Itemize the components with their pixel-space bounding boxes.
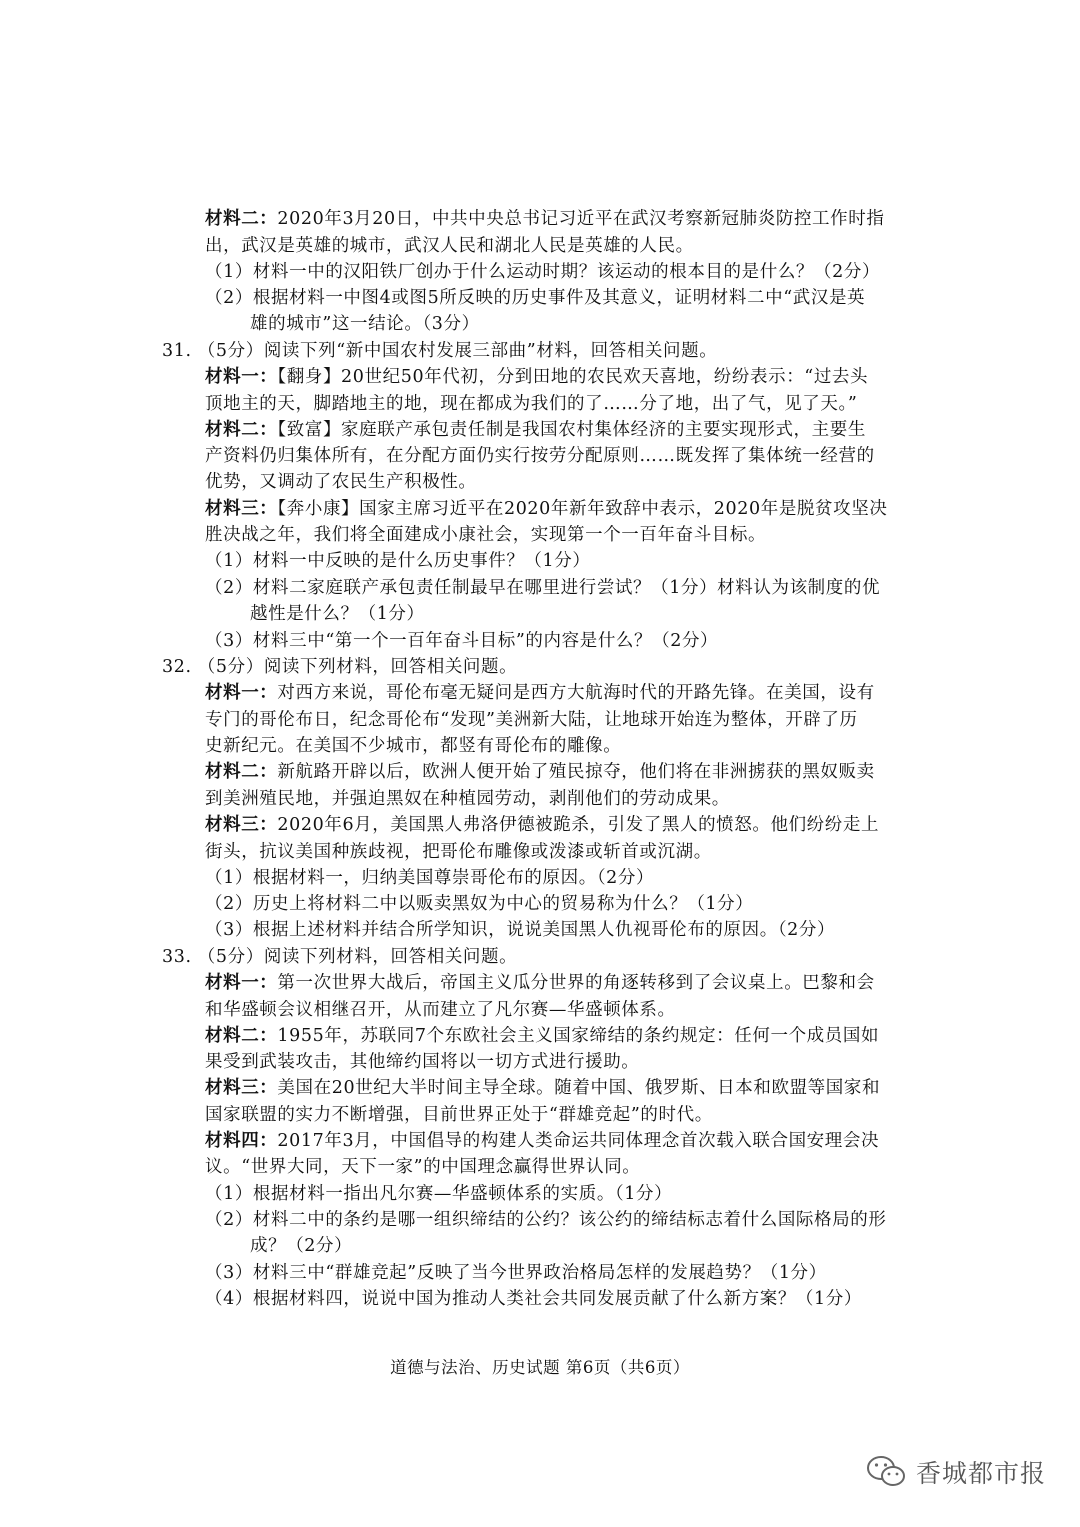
line-text: 果受到武装攻击，其他缔约国将以一切方式进行援助。: [205, 1052, 640, 1072]
line-text: 史新纪元。在美国不少城市，都竖有哥伦布的雕像。: [205, 736, 622, 756]
material-line: [205, 1023, 879, 1049]
material-line: [205, 759, 875, 785]
material-label: 材料二：: [205, 1026, 278, 1046]
material-line: [205, 206, 884, 232]
material-label: 材料一：: [205, 367, 278, 387]
line-text: （3）材料三中“第一个一百年奋斗目标”的内容是什么？（2分）: [205, 631, 719, 651]
material-line: [205, 417, 866, 443]
line-text: 专门的哥伦布日，纪念哥伦布“发现”美洲新大陆，让地球开始连为整体，开辟了历: [205, 710, 858, 730]
line-text: 1955年，苏联同7个东欧社会主义国家缔结的条约规定：任何一个成员国如: [277, 1026, 880, 1046]
material-line: [205, 812, 879, 838]
text-line: [162, 654, 517, 680]
text-line: [205, 1260, 827, 1286]
material-line: [205, 1128, 879, 1154]
line-text: 2020年3月20日，中共中央总书记习近平在武汉考察新冠肺炎防控工作时指: [277, 209, 885, 229]
text-line: [205, 997, 676, 1023]
text-line: [205, 1207, 886, 1233]
text-line: [205, 917, 835, 943]
line-text: 街头，抗议美国种族歧视，把哥伦布雕像或泼漆或斩首或沉湖。: [205, 842, 712, 862]
text-line: [205, 522, 766, 548]
text-line: [205, 707, 858, 733]
line-text: 2020年6月，美国黑人弗洛伊德被跪杀，引发了黑人的愤怒。他们纷纷走上: [277, 815, 880, 835]
text-line: [205, 469, 477, 495]
material-label: 材料二：: [205, 209, 278, 229]
material-line: [205, 970, 875, 996]
material-label: 材料三：: [205, 815, 278, 835]
text-line: [205, 839, 712, 865]
material-label: 材料二：: [205, 420, 278, 440]
line-text: 出，武汉是英雄的城市，武汉人民和湖北人民是英雄的人民。: [205, 236, 694, 256]
text-line: [205, 1286, 862, 1312]
line-text: 33. （5分）阅读下列材料，回答相关问题。: [162, 947, 518, 967]
material-line: [205, 680, 875, 706]
line-text: 顶地主的天，脚踏地主的地，现在都成为我们的了……分了地，出了气，见了天。”: [205, 394, 858, 414]
text-line: [205, 548, 590, 574]
material-label: 材料三：: [205, 1078, 278, 1098]
wechat-icon: [866, 1455, 906, 1489]
line-text: 2017年3月，中国倡导的构建人类命运共同体理念首次载入联合国安理会决: [277, 1131, 880, 1151]
material-label: 材料三：: [205, 499, 278, 519]
line-text: （2）材料二家庭联产承包责任制最早在哪里进行尝试？（1分）材料认为该制度的优: [205, 578, 881, 598]
text-line: [205, 628, 718, 654]
line-text: （1）根据材料一，归纳美国尊崇哥伦布的原因。（2分）: [205, 868, 655, 888]
line-text: 产资料仍归集体所有，在分配方面仍实行按劳分配原则……既发挥了集体统一经营的: [205, 446, 875, 466]
text-line: [205, 733, 621, 759]
line-text: （2）历史上将材料二中以贩卖黑奴为中心的贸易称为什么？（1分）: [205, 894, 754, 914]
text-line: [205, 865, 654, 891]
text-line: [250, 601, 425, 627]
line-text: 第一次世界大战后，帝国主义瓜分世界的角逐转移到了会议桌上。巴黎和会: [277, 973, 875, 993]
line-text: 【致富】家庭联产承包责任制是我国农村集体经济的主要实现形式，主要生: [277, 420, 866, 440]
line-text: （2）根据材料一中图4或图5所反映的历史事件及其意义，证明材料二中“武汉是英: [205, 288, 866, 308]
line-text: 雄的城市”这一结论。（3分）: [250, 314, 480, 334]
material-label: 材料一：: [205, 973, 278, 993]
text-line: [205, 391, 857, 417]
material-label: 材料一：: [205, 683, 278, 703]
line-text: （1）材料一中反映的是什么历史事件？（1分）: [205, 551, 591, 571]
text-line: [205, 891, 753, 917]
material-label: 材料四：: [205, 1131, 278, 1151]
page-footer: 道德与法治、历史试题 第6页（共6页）: [390, 1358, 690, 1377]
line-text: 到美洲殖民地，并强迫黑奴在种植园劳动，剥削他们的劳动成果。: [205, 789, 730, 809]
line-text: 32. （5分）阅读下列材料，回答相关问题。: [162, 657, 518, 677]
text-line: [250, 1233, 352, 1259]
line-text: 议。“世界大同，天下一家”的中国理念赢得世界认同。: [205, 1157, 641, 1177]
line-text: （4）根据材料四，说说中国为推动人类社会共同发展贡献了什么新方案？（1分）: [205, 1289, 862, 1309]
line-text: 对西方来说，哥伦布毫无疑问是西方大航海时代的开路先锋。在美国，设有: [277, 683, 875, 703]
text-line: [205, 1154, 640, 1180]
text-line: [205, 285, 865, 311]
text-line: [205, 786, 730, 812]
line-text: （2）材料二中的条约是哪一组织缔结的公约？该公约的缔结标志着什么国际格局的形: [205, 1210, 887, 1230]
material-line: [205, 364, 868, 390]
line-text: （3）材料三中“群雄竞起”反映了当今世界政治格局怎样的发展趋势？（1分）: [205, 1263, 827, 1283]
line-text: （3）根据上述材料并结合所学知识，说说美国黑人仇视哥伦布的原因。（2分）: [205, 920, 836, 940]
line-text: 成？（2分）: [250, 1236, 353, 1256]
text-line: [205, 259, 880, 285]
line-text: 国家联盟的实力不断增强，目前世界正处于“群雄竞起”的时代。: [205, 1105, 713, 1125]
text-line: [250, 311, 480, 337]
text-line: [205, 1102, 713, 1128]
line-text: 新航路开辟以后，欧洲人便开始了殖民掠夺，他们将在非洲掳获的黑奴贩卖: [277, 762, 875, 782]
line-text: 【翻身】20世纪50年代初，分到田地的农民欢天喜地，纷纷表示：“过去头: [277, 367, 869, 387]
line-text: 胜决战之年，我们将全面建成小康社会，实现第一个一百年奋斗目标。: [205, 525, 767, 545]
text-line: [205, 1181, 672, 1207]
text-line: [205, 443, 875, 469]
line-text: 优势，又调动了农民生产积极性。: [205, 472, 477, 492]
text-line: [162, 338, 717, 364]
line-text: （1）材料一中的汉阳铁厂创办于什么运动时期？该运动的根本目的是什么？（2分）: [205, 262, 881, 282]
watermark-text: 香城都市报: [915, 1459, 1046, 1488]
text-line: [205, 233, 694, 259]
watermark: [866, 1452, 1046, 1492]
line-text: 和华盛顿会议相继召开，从而建立了凡尔赛—华盛顿体系。: [205, 1000, 676, 1020]
line-text: 越性是什么？（1分）: [250, 604, 425, 624]
text-line: [162, 944, 517, 970]
line-text: 【奔小康】国家主席习近平在2020年新年致辞中表示，2020年是脱贫攻坚决: [277, 499, 888, 519]
line-text: （1）根据材料一指出凡尔赛—华盛顿体系的实质。（1分）: [205, 1184, 673, 1204]
line-text: 31. （5分）阅读下列“新中国农村发展三部曲”材料，回答相关问题。: [162, 341, 718, 361]
material-label: 材料二：: [205, 762, 278, 782]
line-text: 美国在20世纪大半时间主导全球。随着中国、俄罗斯、日本和欧盟等国家和: [277, 1078, 881, 1098]
material-line: [205, 1075, 880, 1101]
text-line: [205, 1049, 639, 1075]
material-line: [205, 496, 887, 522]
text-line: [205, 575, 880, 601]
